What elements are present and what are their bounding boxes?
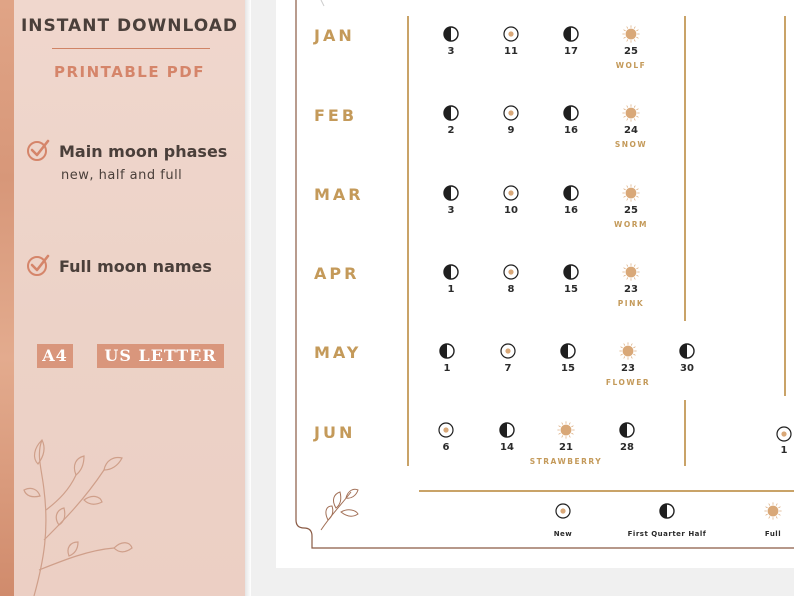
first-quarter-moon-icon xyxy=(562,104,580,122)
day-number: 21 xyxy=(559,442,573,453)
subheadline: PRINTABLE PDF xyxy=(53,63,205,81)
promo-panel xyxy=(0,0,245,596)
day-number: 1 xyxy=(443,363,451,374)
feature-title-phases: Main moon phases xyxy=(59,142,228,161)
legend-label: New xyxy=(553,530,573,538)
month-label: FEB xyxy=(314,106,358,125)
day-number: 8 xyxy=(507,284,515,295)
day-number: 15 xyxy=(564,284,578,295)
month-label: APR xyxy=(314,264,360,283)
day-number: 23 xyxy=(624,284,638,295)
full-moon-name: PINK xyxy=(617,299,645,308)
feature-title-names: Full moon names xyxy=(59,257,212,276)
checkmark-icon xyxy=(26,138,50,162)
rose-gold-strip xyxy=(0,0,14,596)
first-quarter-moon-icon xyxy=(442,184,460,202)
day-number: 1 xyxy=(780,445,788,456)
full-moon-icon xyxy=(622,104,640,122)
full-moon-icon xyxy=(622,184,640,202)
day-number: 16 xyxy=(564,205,578,216)
new-moon-icon xyxy=(502,184,520,202)
month-label: JAN xyxy=(314,26,355,45)
day-number: 2 xyxy=(447,125,455,136)
size-badge-us-letter: US LETTER xyxy=(97,344,224,368)
full-moon-name: SNOW xyxy=(614,140,648,149)
first-quarter-moon-icon xyxy=(442,104,460,122)
legend-label: First Quarter Half xyxy=(627,530,707,538)
day-number: 10 xyxy=(504,205,518,216)
day-number: 9 xyxy=(507,125,515,136)
headline: INSTANT DOWNLOAD xyxy=(20,16,238,36)
first-quarter-moon-icon xyxy=(438,342,456,360)
new-moon-icon xyxy=(437,421,455,439)
legend-full-moon-icon xyxy=(764,502,782,520)
full-moon-name: STRAWBERRY xyxy=(529,457,603,466)
full-moon-name: FLOWER xyxy=(605,378,651,387)
full-moon-icon xyxy=(557,421,575,439)
month-label: MAR xyxy=(314,185,364,204)
full-moon-icon xyxy=(622,25,640,43)
day-number: 3 xyxy=(447,46,455,57)
feature-subtitle-phases: new, half and full xyxy=(61,168,183,183)
legend-first-quarter-moon-icon xyxy=(658,502,676,520)
headline-divider xyxy=(52,48,210,49)
first-quarter-moon-icon xyxy=(559,342,577,360)
new-moon-icon xyxy=(775,425,793,443)
new-moon-icon xyxy=(499,342,517,360)
new-moon-icon xyxy=(502,25,520,43)
full-moon-icon xyxy=(619,342,637,360)
full-moon-name: WOLF xyxy=(615,61,647,70)
day-number: 17 xyxy=(564,46,578,57)
legend-label: Full xyxy=(764,530,782,538)
day-number: 1 xyxy=(447,284,455,295)
first-quarter-moon-icon xyxy=(562,184,580,202)
day-number: 30 xyxy=(680,363,694,374)
day-number: 28 xyxy=(620,442,634,453)
column-divider xyxy=(684,400,686,466)
first-quarter-moon-icon xyxy=(678,342,696,360)
first-quarter-moon-icon xyxy=(562,263,580,281)
month-label: MAY xyxy=(314,343,362,362)
legend-divider xyxy=(419,490,794,492)
poster-frame xyxy=(276,0,794,568)
day-number: 23 xyxy=(621,363,635,374)
month-label: JUN xyxy=(314,423,356,442)
new-moon-icon xyxy=(502,104,520,122)
day-number: 25 xyxy=(624,205,638,216)
first-quarter-moon-icon xyxy=(442,25,460,43)
checkmark-icon xyxy=(26,253,50,277)
day-number: 16 xyxy=(564,125,578,136)
day-number: 6 xyxy=(442,442,450,453)
size-badge-a4: A4 xyxy=(37,344,73,368)
day-number: 7 xyxy=(504,363,512,374)
full-moon-name: WORM xyxy=(614,220,648,229)
column-divider xyxy=(407,16,409,466)
day-number: 25 xyxy=(624,46,638,57)
day-number: 24 xyxy=(624,125,638,136)
leaf-branch-illustration xyxy=(14,430,134,596)
legend-new-moon-icon xyxy=(554,502,572,520)
day-number: 3 xyxy=(447,205,455,216)
day-number: 14 xyxy=(500,442,514,453)
first-quarter-moon-icon xyxy=(618,421,636,439)
day-number: 15 xyxy=(561,363,575,374)
first-quarter-moon-icon xyxy=(442,263,460,281)
full-moon-icon xyxy=(622,263,640,281)
first-quarter-moon-icon xyxy=(498,421,516,439)
day-number: 11 xyxy=(504,46,518,57)
first-quarter-moon-icon xyxy=(562,25,580,43)
column-divider xyxy=(784,16,786,396)
new-moon-icon xyxy=(502,263,520,281)
